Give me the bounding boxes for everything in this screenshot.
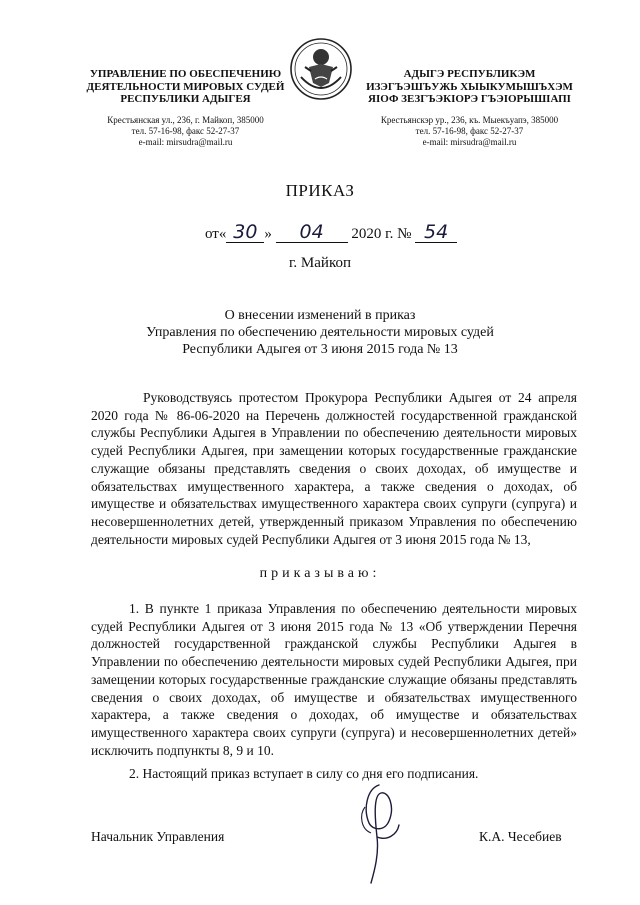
header-left-email: e-mail: mirsudra@mail.ru [138,136,233,147]
date-month: 04 [276,222,348,243]
header-right [362,68,577,148]
signer-name: К.А. Чесебиев [479,829,562,844]
header-left-address: Крестьянская ул., 236, г. Майкоп, 385000 [107,114,264,125]
preamble-paragraph: Руководствуясь протестом Прокурора Республики Адыгея от 24 апреля 2020 года № 86-06-2020 на Перечень должностей государственной гражданской службы Республики Адыгея в Управлении по обеспечению деятельности мировых судей Республики Адыгея, при замещении которых государственные гражданские служащие обязаны представлять сведения о своих доходах, об имуществе и обязательствах имущественного характера, а также сведения о доходах, об имуществе и обязательствах имущественного характера своих супруги (супруга) и несовершеннолетних детей, утвержденный приказом Управления по обеспечению деятельности мировых судей Республики Адыгея от 3 июня 2015 года № 13, [91,390,577,547]
date-year: 2020 г. [351,226,394,242]
number-sign: № [397,226,412,242]
header-left-title: УПРАВЛЕНИЕ ПО ОБЕСПЕЧЕНИЮ ДЕЯТЕЛЬНОСТИ МИРОВЫХ СУДЕЙ РЕСПУБЛИКИ АДЫГЕЯ [86,68,285,105]
date-line [205,222,457,243]
item-2-paragraph: 2. Настоящий приказ вступает в силу со дня его подписания. [129,766,479,781]
header-right-email: e-mail: mirsudra@mail.ru [422,136,517,147]
quote-open: « [218,226,227,242]
adygea-coat-of-arms-icon [289,37,353,101]
header-right-phone: тел. 57-16-98, факс 52-27-37 [415,125,524,136]
handwritten-signature [345,779,415,889]
document-title: ПРИКАЗ [285,181,355,200]
subject-line: Управления по обеспечению деятельности мировых судей [146,325,494,340]
header-right-contacts [362,115,577,148]
header-right-address: Крестьянскэр ур., 236, къ. Мыекъуапэ, 385000 [380,114,559,125]
header-left [78,68,293,148]
item-1-paragraph: 1. В пункте 1 приказа Управления по обеспечению деятельности мировых судей Республики Адыгея от 3 июня 2015 года № 13 «Об утверждении Перечня должностей государственной гражданской службы Республики Адыгея в Управлении по обеспечению деятельности мировых судей Республики Адыгея, при замещении которых государственные гражданские служащие обязаны представлять сведения о своих доходах, об имуществе и обязательствах имущественного характера, а также сведения о доходах, об имуществе и обязательствах имущественного характера своих супруги (супруга) и несовершеннолетних детей» исключить подпункты 8, 9 и 10. [91,601,577,758]
quote-close: » [264,226,272,242]
subject [120,307,520,358]
city: г. Майкоп [288,255,352,271]
date-prefix: от [205,226,219,242]
signer-position: Начальник Управления [91,829,225,844]
date-day: 30 [226,222,264,243]
document-number: 54 [415,222,457,243]
header-left-contacts [78,115,293,148]
subject-line: Республики Адыгея от 3 июня 2015 года № 13 [182,342,458,357]
subject-line: О внесении изменений в приказ [224,308,416,323]
order-word: приказываю: [259,566,381,581]
header-left-phone: тел. 57-16-98, факс 52-27-37 [131,125,240,136]
header-right-title: АДЫГЭ РЕСПУБЛИКЭМ ИЗЭГЪЭШЪУЖЬ ХЫЫКУМЫШЪХЭМ ЯIОФ ЗЕЗГЪЭКIОРЭ ГЪЭIОРЫШIАПI [366,68,573,105]
